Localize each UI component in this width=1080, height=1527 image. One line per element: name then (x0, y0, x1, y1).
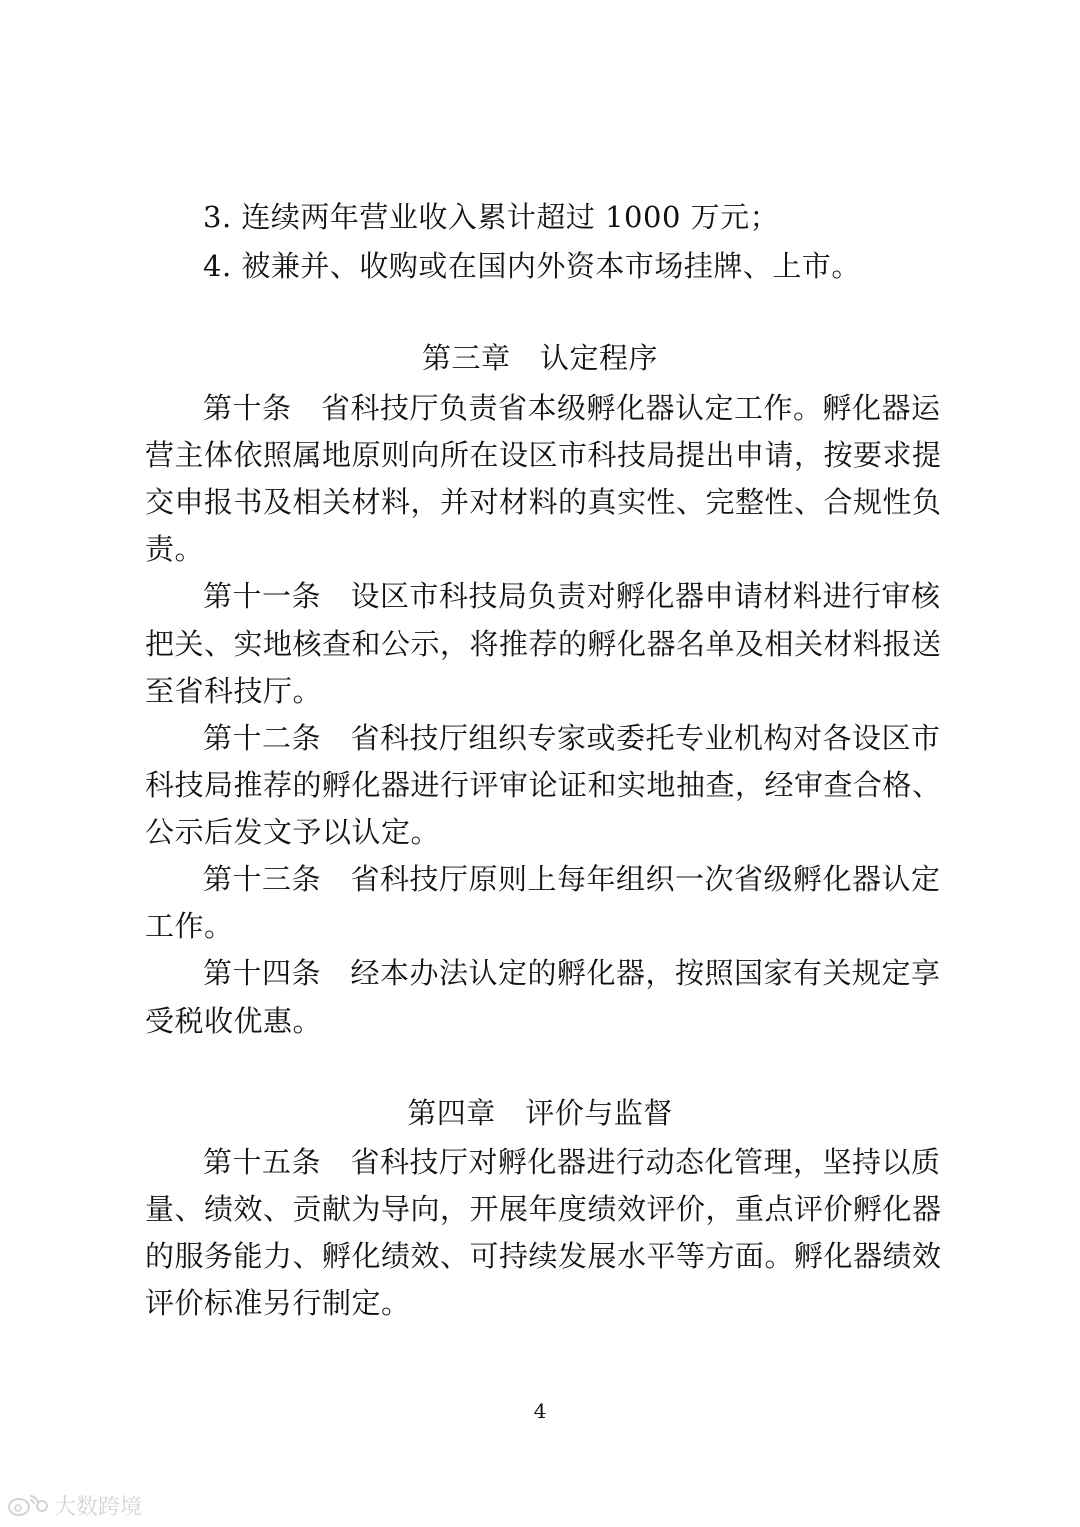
article-13-line-1: 第十三条 省科技厅原则上每年组织一次省级孵化器认定 (203, 862, 941, 896)
article-10-line-3: 交申报书及相关材料，并对材料的真实性、完整性、合规性负 (145, 485, 942, 519)
article-14-line-1: 第十四条 经本办法认定的孵化器，按照国家有关规定享 (203, 956, 941, 990)
article-10-line-2: 营主体依照属地原则向所在设区市科技局提出申请，按要求提 (145, 438, 942, 472)
article-11-line-1: 第十一条 设区市科技局负责对孵化器申请材料进行审核 (203, 579, 941, 613)
article-14-line-2: 受税收优惠。 (145, 1004, 323, 1038)
article-15-line-1: 第十五条 省科技厅对孵化器进行动态化管理，坚持以质 (203, 1145, 941, 1179)
article-15-line-2: 量、绩效、贡献为导向，开展年度绩效评价，重点评价孵化器 (145, 1192, 942, 1226)
article-12-line-2: 科技局推荐的孵化器进行评审论证和实地抽查，经审查合格、 (145, 768, 942, 802)
article-11-line-2: 把关、实地核查和公示，将推荐的孵化器名单及相关材料报送 (145, 627, 942, 661)
article-15-line-4: 评价标准另行制定。 (145, 1286, 411, 1320)
article-15-line-3: 的服务能力、孵化绩效、可持续发展水平等方面。孵化器绩效 (145, 1239, 942, 1273)
article-10-line-1: 第十条 省科技厅负责省本级孵化器认定工作。孵化器运 (203, 391, 941, 425)
list-item-4: 4. 被兼并、收购或在国内外资本市场挂牌、上市。 (203, 249, 861, 283)
chapter-3-heading: 第三章 认定程序 (421, 341, 658, 375)
weibo-logo-icon (6, 1492, 50, 1518)
page-number: 4 (533, 1399, 547, 1423)
chapter-4-heading: 第四章 评价与监督 (407, 1096, 673, 1130)
article-11-line-3: 至省科技厅。 (145, 674, 323, 708)
article-12-line-3: 公示后发文予以认定。 (145, 815, 441, 849)
watermark-text: 大数跨境 (54, 1494, 143, 1520)
list-item-3: 3. 连续两年营业收入累计超过 1000 万元； (203, 200, 780, 234)
article-12-line-1: 第十二条 省科技厅组织专家或委托专业机构对各设区市 (203, 721, 941, 755)
article-13-line-2: 工作。 (145, 909, 234, 943)
article-10-line-4: 责。 (145, 532, 205, 566)
watermark (6, 1490, 142, 1520)
